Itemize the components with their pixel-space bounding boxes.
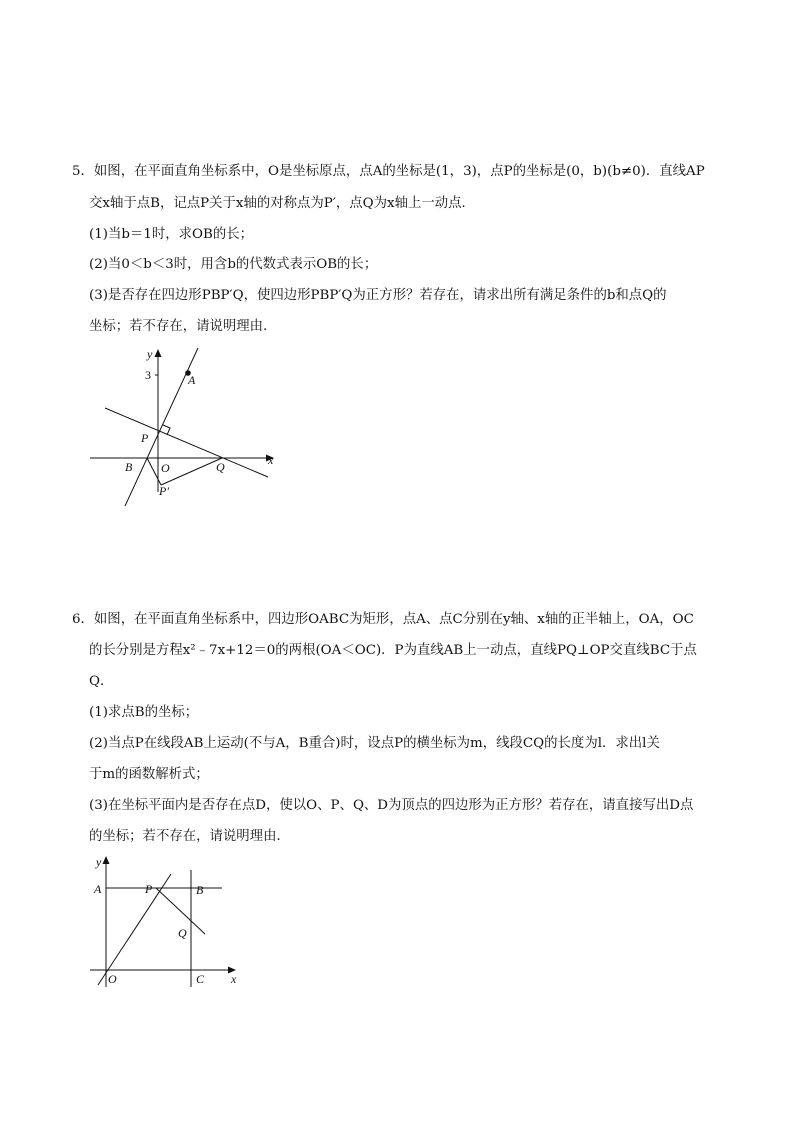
p6-label-A: A [94,882,102,896]
p5-y-arrow [155,349,162,357]
p5-label-P-prime: P′ [159,484,169,498]
p6-label-O: O [108,972,117,986]
problem5-line-3: (1)当b＝1时，求OB的长； [89,227,254,242]
problem5-line-6: 坐标；若不存在，请说明理由． [89,319,277,334]
problem6-line-6: 于m的函数解析式； [89,767,209,782]
p6-label-Q: Q [178,926,187,940]
problem5-line-4: (2)当0＜b＜3时，用含b的代数式表示OB的长； [89,257,378,272]
p6-label-C: C [196,972,205,986]
p5-label-y: y [147,347,153,361]
p6-line-OP [98,874,171,985]
p6-y-arrow [103,856,110,864]
problem6-line-2: 的长分别是方程x²﹣7x+12＝0的两根(OA＜OC)．P为直线AB上一动点，直线PQ⊥OP交直线BC于点 [89,643,697,658]
p5-label-x: x [268,453,274,467]
problem6-line-5: (2)当点P在线段AB上运动(不与A，B重合)时，设点P的横坐标为m，线段CQ的长度为l．求出l关 [89,736,660,751]
problem5-line-5: (3)是否存在四边形PBP′Q，使四边形PBP′Q为正方形？若存在，请求出所有满足条件的b和点Q的 [89,288,667,303]
p5-label-A: A [188,373,196,387]
problem6-line-1: 6．如图，在平面直角坐标系中，四边形OABC为矩形，点A、点C分别在y轴、x轴的正半轴上，OA，OC [72,612,694,627]
problem5-line-2: 交x轴于点B，记点P关于x轴的对称点为P′，点Q为x轴上一动点． [89,196,475,211]
problem6-line-3: Q． [89,674,114,689]
p6-label-y: y [96,855,102,869]
problem6-line-7: (3)在坐标平面内是否存在点D，使以O、P、Q、D为顶点的四边形为正方形？若存在，请直接写出D点 [89,798,694,813]
p5-seg-BPp [147,458,161,485]
problem6-line-4: (1)求点B的坐标； [89,705,199,720]
p5-label-B: B [125,460,133,474]
problem6-figure [85,852,255,997]
p6-label-B: B [196,883,204,897]
p5-seg-PpQ [161,458,222,485]
p5-label-Q: Q [216,460,225,474]
p6-label-P: P [145,882,153,896]
problem6-line-8: 的坐标；若不存在，请说明理由． [89,829,290,844]
problem5-line-1: 5．如图，在平面直角坐标系中，O是坐标原点，点A的坐标是(1，3)，点P的坐标是(0，b)(b≠0)．直线AP [72,164,705,179]
problem5-figure [80,340,290,515]
p5-label-3: 3 [145,368,151,382]
p5-label-P: P [141,431,149,445]
p5-label-O: O [161,461,170,475]
p6-label-x: x [231,972,237,986]
